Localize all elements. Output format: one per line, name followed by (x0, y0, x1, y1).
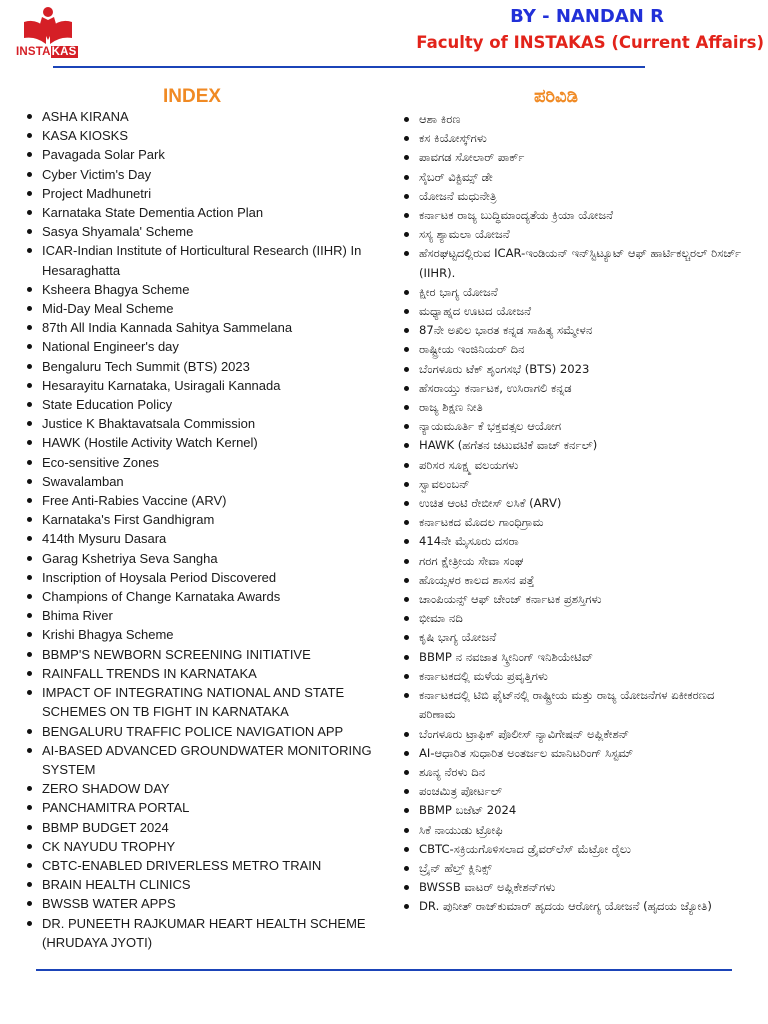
list-item: PANCHAMITRA PORTAL (25, 798, 375, 817)
list-item: ಸಸ್ಯ ಶ್ಯಾಮಲಾ ಯೋಜನೆ (402, 225, 742, 244)
list-item: 414ನೇ ಮೈಸೂರು ದಸರಾ (402, 532, 742, 551)
list-item: Karnataka's First Gandhigram (25, 510, 375, 529)
logo-wordmark: INSTAKAS (16, 46, 77, 58)
list-item: ಸ್ವಾವಲಂಬನ್ (402, 475, 742, 494)
list-item: AI-BASED ADVANCED GROUNDWATER MONITORING SYSTEM (25, 741, 375, 779)
list-item: Mid-Day Meal Scheme (25, 299, 375, 318)
list-item: Inscription of Hoysala Period Discovered (25, 568, 375, 587)
list-item: KASA KIOSKS (25, 126, 375, 145)
list-item: ಕಸ ಕಿಯೋಸ್ಕ್‌ಗಳು (402, 129, 742, 148)
list-item: Project Madhunetri (25, 184, 375, 203)
list-item: ಬ್ರೈನ್ ಹೆಲ್ತ್ ಕ್ಲಿನಿಕ್ಸ್ (402, 859, 742, 878)
list-item: ಯೋಜನೆ ಮಧುನೇತ್ರಿ (402, 187, 742, 206)
list-item: ಕರ್ನಾಟಕದಲ್ಲಿ ಟಿಬಿ ಫೈಟ್‌ನಲ್ಲಿ ರಾಷ್ಟ್ರೀಯ ಮತ್ತು ರಾಜ್ಯ ಯೋಜನೆಗಳ ಏಕೀಕರಣದ ಪರಿಣಾಮ (402, 686, 742, 724)
list-item: BWSSB WATER APPS (25, 894, 375, 913)
author-line: BY - NANDAN R (510, 6, 664, 27)
list-item: ಬೆಂಗಳೂರು ಟೆಕ್ ಶೃಂಗಸಭೆ (BTS) 2023 (402, 360, 742, 379)
list-item: HAWK (ಹಗೆತನ ಚಟುವಟಿಕೆ ವಾಚ್ ಕರ್ನಲ್) (402, 436, 742, 455)
list-item: Champions of Change Karnataka Awards (25, 587, 375, 606)
list-item: Sasya Shyamala' Scheme (25, 222, 375, 241)
list-item: ಹೆಸರಾಯ್ತು ಕರ್ನಾಟಕ, ಉಸಿರಾಗಲಿ ಕನ್ನಡ (402, 379, 742, 398)
list-item: CBTC-ಸಕ್ರಿಯಗೊಳಿಸಲಾದ ಡ್ರೈವರ್‌ಲೆಸ್ ಮೆಟ್ರೋ ರೈಲು (402, 840, 742, 859)
faculty-line: Faculty of INSTAKAS (Current Affairs) (416, 33, 764, 52)
list-item: BBMP BUDGET 2024 (25, 818, 375, 837)
list-item: ಕರ್ನಾಟಕದಲ್ಲಿ ಮಳೆಯ ಪ್ರವೃತ್ತಿಗಳು (402, 667, 742, 686)
list-item: HAWK (Hostile Activity Watch Kernel) (25, 433, 375, 452)
list-item: Justice K Bhaktavatsala Commission (25, 414, 375, 433)
header-divider (53, 66, 645, 68)
list-item: National Engineer's day (25, 337, 375, 356)
list-item: RAINFALL TRENDS IN KARNATAKA (25, 664, 375, 683)
list-item: ಮಧ್ಯಾಹ್ನದ ಊಟದ ಯೋಜನೆ (402, 302, 742, 321)
list-item: ಹೊಯ್ಸಳರ ಕಾಲದ ಶಾಸನ ಪತ್ತೆ (402, 571, 742, 590)
english-topic-list (25, 107, 375, 952)
list-item: BRAIN HEALTH CLINICS (25, 875, 375, 894)
list-item: ಕೃಷಿ ಭಾಗ್ಯ ಯೋಜನೆ (402, 628, 742, 647)
instakas-logo (16, 4, 80, 62)
list-item: ASHA KIRANA (25, 107, 375, 126)
list-item: ಕರ್ನಾಟಕ ರಾಜ್ಯ ಬುದ್ಧಿಮಾಂದ್ಯತೆಯ ಕ್ರಿಯಾ ಯೋಜನೆ (402, 206, 742, 225)
list-item: ಪಾವಗಡ ಸೋಲಾರ್ ಪಾರ್ಕ್ (402, 148, 742, 167)
list-item: 414th Mysuru Dasara (25, 529, 375, 548)
list-item: BWSSB ವಾಟರ್ ಅಪ್ಲಿಕೇಶನ್‌ಗಳು (402, 878, 742, 897)
list-item: CK NAYUDU TROPHY (25, 837, 375, 856)
index-title-english: INDEX (163, 86, 222, 107)
list-item: State Education Policy (25, 395, 375, 414)
list-item: DR. PUNEETH RAJKUMAR HEART HEALTH SCHEME (HRUDAYA JYOTI) (25, 914, 375, 952)
list-item: BBMP ಬಜೆಟ್ 2024 (402, 801, 742, 820)
list-item: Garag Kshetriya Seva Sangha (25, 549, 375, 568)
list-item: ಶೂನ್ಯ ನೆರಳು ದಿನ (402, 763, 742, 782)
list-item: ಸಿಕೆ ನಾಯುಡು ಟ್ರೋಫಿ (402, 821, 742, 840)
list-item: BBMP'S NEWBORN SCREENING INITIATIVE (25, 645, 375, 664)
list-item: ಹೆಸರಘಟ್ಟದಲ್ಲಿರುವ ICAR-ಇಂಡಿಯನ್ ಇನ್‌ಸ್ಟಿಟ್ಯೂಟ್ ಆಫ್ ಹಾರ್ಟಿಕಲ್ಚರಲ್ ರಿಸರ್ಚ್ (IIHR). (402, 244, 742, 282)
list-item: ರಾಷ್ಟ್ರೀಯ ಇಂಜಿನಿಯರ್ ದಿನ (402, 340, 742, 359)
list-item: ಕರ್ನಾಟಕದ ಮೊದಲ ಗಾಂಧಿಗ್ರಾಮ (402, 513, 742, 532)
list-item: Cyber Victim's Day (25, 165, 375, 184)
list-item: ಸೈಬರ್ ವಿಕ್ಟಿಮ್ಸ್ ಡೇ (402, 168, 742, 187)
list-item: ಉಚಿತ ಆಂಟಿ ರೇಬೀಸ್ ಲಸಿಕೆ (ARV) (402, 494, 742, 513)
list-item: CBTC-ENABLED DRIVERLESS METRO TRAIN (25, 856, 375, 875)
list-item: ರಾಜ್ಯ ಶಿಕ್ಷಣ ನೀತಿ (402, 398, 742, 417)
list-item: Swavalamban (25, 472, 375, 491)
kannada-topic-list (402, 110, 742, 917)
footer-divider (36, 969, 732, 971)
list-item: ZERO SHADOW DAY (25, 779, 375, 798)
list-item: AI-ಆಧಾರಿತ ಸುಧಾರಿತ ಅಂತರ್ಜಲ ಮಾನಿಟರಿಂಗ್ ಸಿಸ್ಟಮ್ (402, 744, 742, 763)
book-logo-icon (16, 4, 80, 48)
list-item: IMPACT OF INTEGRATING NATIONAL AND STATE SCHEMES ON TB FIGHT IN KARNATAKA (25, 683, 375, 721)
list-item: 87ನೇ ಅಖಿಲ ಭಾರತ ಕನ್ನಡ ಸಾಹಿತ್ಯ ಸಮ್ಮೇಳನ (402, 321, 742, 340)
list-item: ಕ್ಷೀರ ಭಾಗ್ಯ ಯೋಜನೆ (402, 283, 742, 302)
list-item: 87th All India Kannada Sahitya Sammelana (25, 318, 375, 337)
list-item: BENGALURU TRAFFIC POLICE NAVIGATION APP (25, 722, 375, 741)
index-title-kannada: ಪರಿವಿಡಿ (534, 86, 578, 107)
list-item: Hesarayitu Karnataka, Usiragali Kannada (25, 376, 375, 395)
list-item: ಆಶಾ ಕಿರಣ (402, 110, 742, 129)
list-item: Bhima River (25, 606, 375, 625)
list-item: DR. ಪುನೀತ್ ರಾಜ್‌ಕುಮಾರ್ ಹೃದಯ ಆರೋಗ್ಯ ಯೋಜನೆ (ಹೃದಯ ಜ್ಯೋತಿ) (402, 897, 742, 916)
list-item: ICAR-Indian Institute of Horticultural Research (IIHR) In Hesaraghatta (25, 241, 375, 279)
list-item: Karnataka State Dementia Action Plan (25, 203, 375, 222)
list-item: ಪಂಚಮಿತ್ರ ಪೋರ್ಟಲ್ (402, 782, 742, 801)
list-item: ನ್ಯಾಯಮೂರ್ತಿ ಕೆ ಭಕ್ತವತ್ಸಲ ಆಯೋಗ (402, 417, 742, 436)
list-item: ಚಾಂಪಿಯನ್ಸ್ ಆಫ್ ಚೇಂಜ್ ಕರ್ನಾಟಕ ಪ್ರಶಸ್ತಿಗಳು (402, 590, 742, 609)
list-item: Krishi Bhagya Scheme (25, 625, 375, 644)
list-item: ಬೆಂಗಳೂರು ಟ್ರಾಫಿಕ್ ಪೊಲೀಸ್ ನ್ಯಾವಿಗೇಷನ್ ಅಪ್ಲಿಕೇಶನ್ (402, 725, 742, 744)
list-item: Bengaluru Tech Summit (BTS) 2023 (25, 357, 375, 376)
list-item: ಪರಿಸರ ಸೂಕ್ಷ್ಮ ವಲಯಗಳು (402, 456, 742, 475)
list-item: Pavagada Solar Park (25, 145, 375, 164)
list-item: BBMP ನ ನವಜಾತ ಸ್ಕ್ರೀನಿಂಗ್ ಇನಿಶಿಯೇಟಿವ್ (402, 648, 742, 667)
list-item: Free Anti-Rabies Vaccine (ARV) (25, 491, 375, 510)
list-item: Ksheera Bhagya Scheme (25, 280, 375, 299)
list-item: ಗರಗ ಕ್ಷೇತ್ರೀಯ ಸೇವಾ ಸಂಘ (402, 552, 742, 571)
list-item: ಭೀಮಾ ನದಿ (402, 609, 742, 628)
list-item: Eco-sensitive Zones (25, 453, 375, 472)
